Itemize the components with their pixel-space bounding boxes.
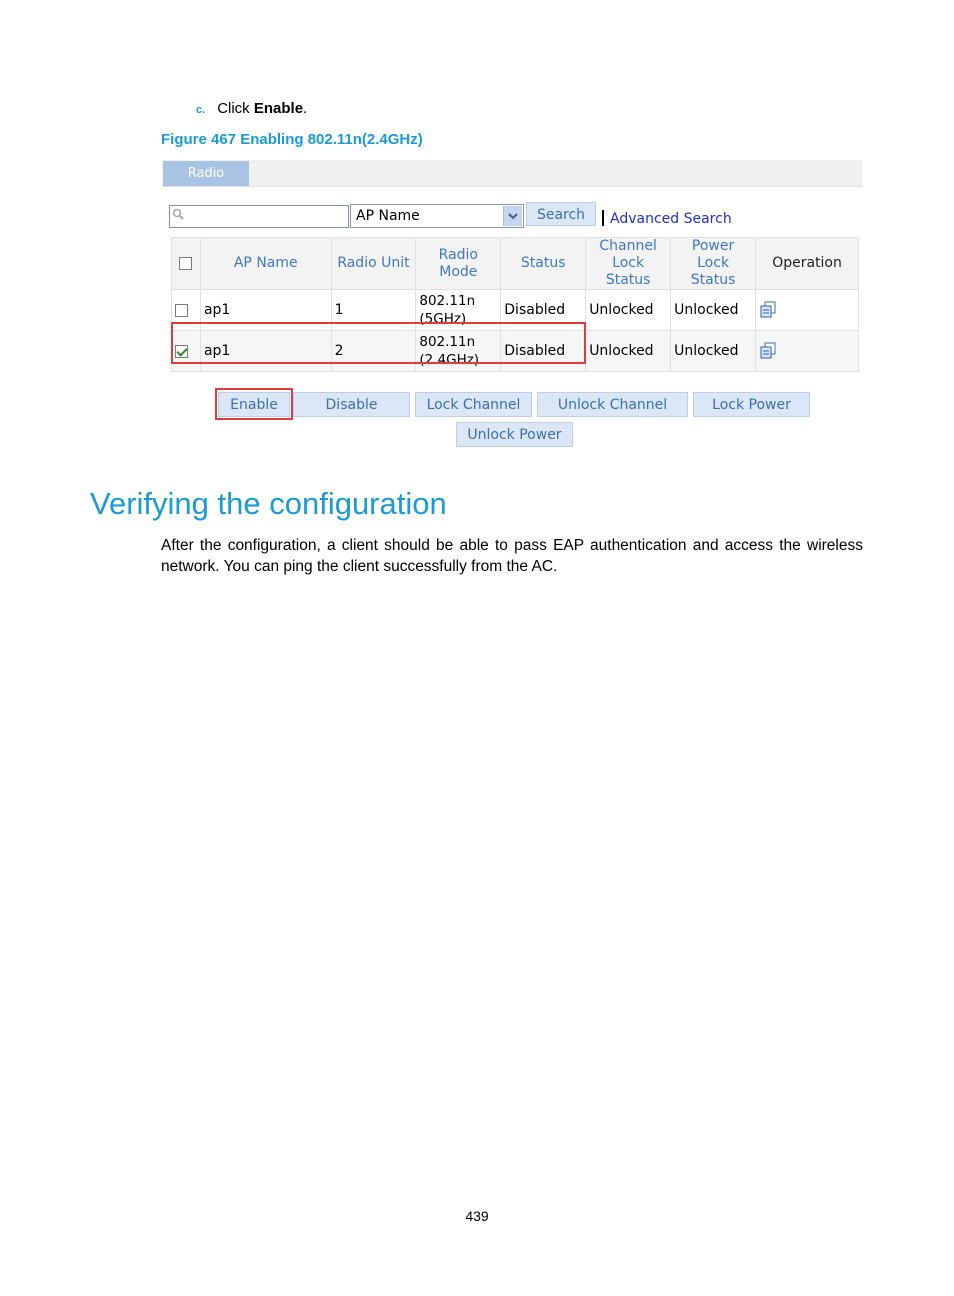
search-field-value: AP Name bbox=[356, 208, 420, 224]
unlock-power-button[interactable]: Unlock Power bbox=[456, 422, 573, 447]
step-instruction bbox=[196, 100, 307, 117]
lock-power-button[interactable]: Lock Power bbox=[693, 392, 810, 417]
step-bold-term: Enable bbox=[253, 100, 304, 117]
tab-bar bbox=[162, 160, 862, 187]
mode-line2: (2.4GHz) bbox=[419, 352, 480, 368]
cell-power-lock: Unlocked bbox=[671, 290, 756, 331]
row-select-cell bbox=[172, 331, 201, 372]
cell-radio-unit: 2 bbox=[331, 331, 416, 372]
row-checkbox-checked[interactable] bbox=[175, 345, 188, 358]
mode-line2: (5GHz) bbox=[419, 311, 467, 327]
section-heading: Verifying the configuration bbox=[90, 486, 447, 521]
cell-ap-name: ap1 bbox=[200, 331, 331, 372]
search-field-select[interactable] bbox=[350, 204, 524, 228]
step-prefix: Click bbox=[217, 100, 254, 117]
radio-table bbox=[171, 237, 859, 372]
col-radio-mode[interactable]: Radio Mode bbox=[416, 238, 501, 290]
cell-radio-mode bbox=[416, 290, 501, 331]
cell-ap-name: ap1 bbox=[200, 290, 331, 331]
divider bbox=[602, 210, 604, 226]
body-paragraph: After the configuration, a client should be able to pass EAP authentication and access the wireless network. You can ping the client successfully from the AC. bbox=[161, 537, 863, 575]
cell-status: Disabled bbox=[501, 331, 586, 372]
advanced-search-link[interactable]: Advanced Search bbox=[610, 211, 732, 227]
search-icon bbox=[172, 208, 184, 220]
tab-radio[interactable]: Radio bbox=[163, 161, 249, 186]
col-channel-lock-line1: Channel bbox=[599, 238, 657, 254]
select-all-checkbox[interactable] bbox=[179, 257, 192, 270]
row-select-cell bbox=[172, 290, 201, 331]
table-row bbox=[172, 290, 859, 331]
page-number: 439 bbox=[465, 1208, 489, 1224]
select-all-cell bbox=[172, 238, 201, 290]
cell-operation bbox=[756, 290, 859, 331]
row-checkbox[interactable] bbox=[175, 304, 188, 317]
col-power-lock-line1: Power Lock bbox=[691, 238, 735, 271]
col-radio-unit[interactable]: Radio Unit bbox=[331, 238, 416, 290]
mode-line1: 802.11n bbox=[419, 334, 476, 350]
search-input[interactable] bbox=[169, 205, 349, 228]
enable-button[interactable]: Enable bbox=[218, 392, 290, 417]
cell-power-lock: Unlocked bbox=[671, 331, 756, 372]
table-header-row bbox=[172, 238, 859, 290]
col-ap-name[interactable]: AP Name bbox=[200, 238, 331, 290]
edit-icon[interactable] bbox=[759, 342, 777, 360]
figure-caption: Figure 467 Enabling 802.11n(2.4GHz) bbox=[161, 131, 423, 148]
chevron-down-icon[interactable] bbox=[503, 206, 522, 226]
edit-icon[interactable] bbox=[759, 301, 777, 319]
col-power-lock-status[interactable] bbox=[671, 238, 756, 290]
cell-radio-mode bbox=[416, 331, 501, 372]
col-operation: Operation bbox=[756, 238, 859, 290]
cell-radio-unit: 1 bbox=[331, 290, 416, 331]
col-status[interactable]: Status bbox=[501, 238, 586, 290]
disable-button[interactable]: Disable bbox=[293, 392, 410, 417]
cell-channel-lock: Unlocked bbox=[586, 290, 671, 331]
mode-line1: 802.11n bbox=[419, 293, 476, 309]
cell-channel-lock: Unlocked bbox=[586, 331, 671, 372]
lock-channel-button[interactable]: Lock Channel bbox=[415, 392, 532, 417]
unlock-channel-button[interactable]: Unlock Channel bbox=[537, 392, 688, 417]
cell-operation bbox=[756, 331, 859, 372]
cell-status: Disabled bbox=[501, 290, 586, 331]
table-row bbox=[172, 331, 859, 372]
col-channel-lock-line2: Lock Status bbox=[605, 255, 651, 288]
col-channel-lock-status[interactable] bbox=[586, 238, 671, 290]
step-suffix: . bbox=[303, 100, 308, 117]
search-button[interactable]: Search bbox=[526, 202, 596, 226]
col-power-lock-line2: Status bbox=[690, 272, 736, 288]
step-letter: c. bbox=[196, 104, 206, 116]
